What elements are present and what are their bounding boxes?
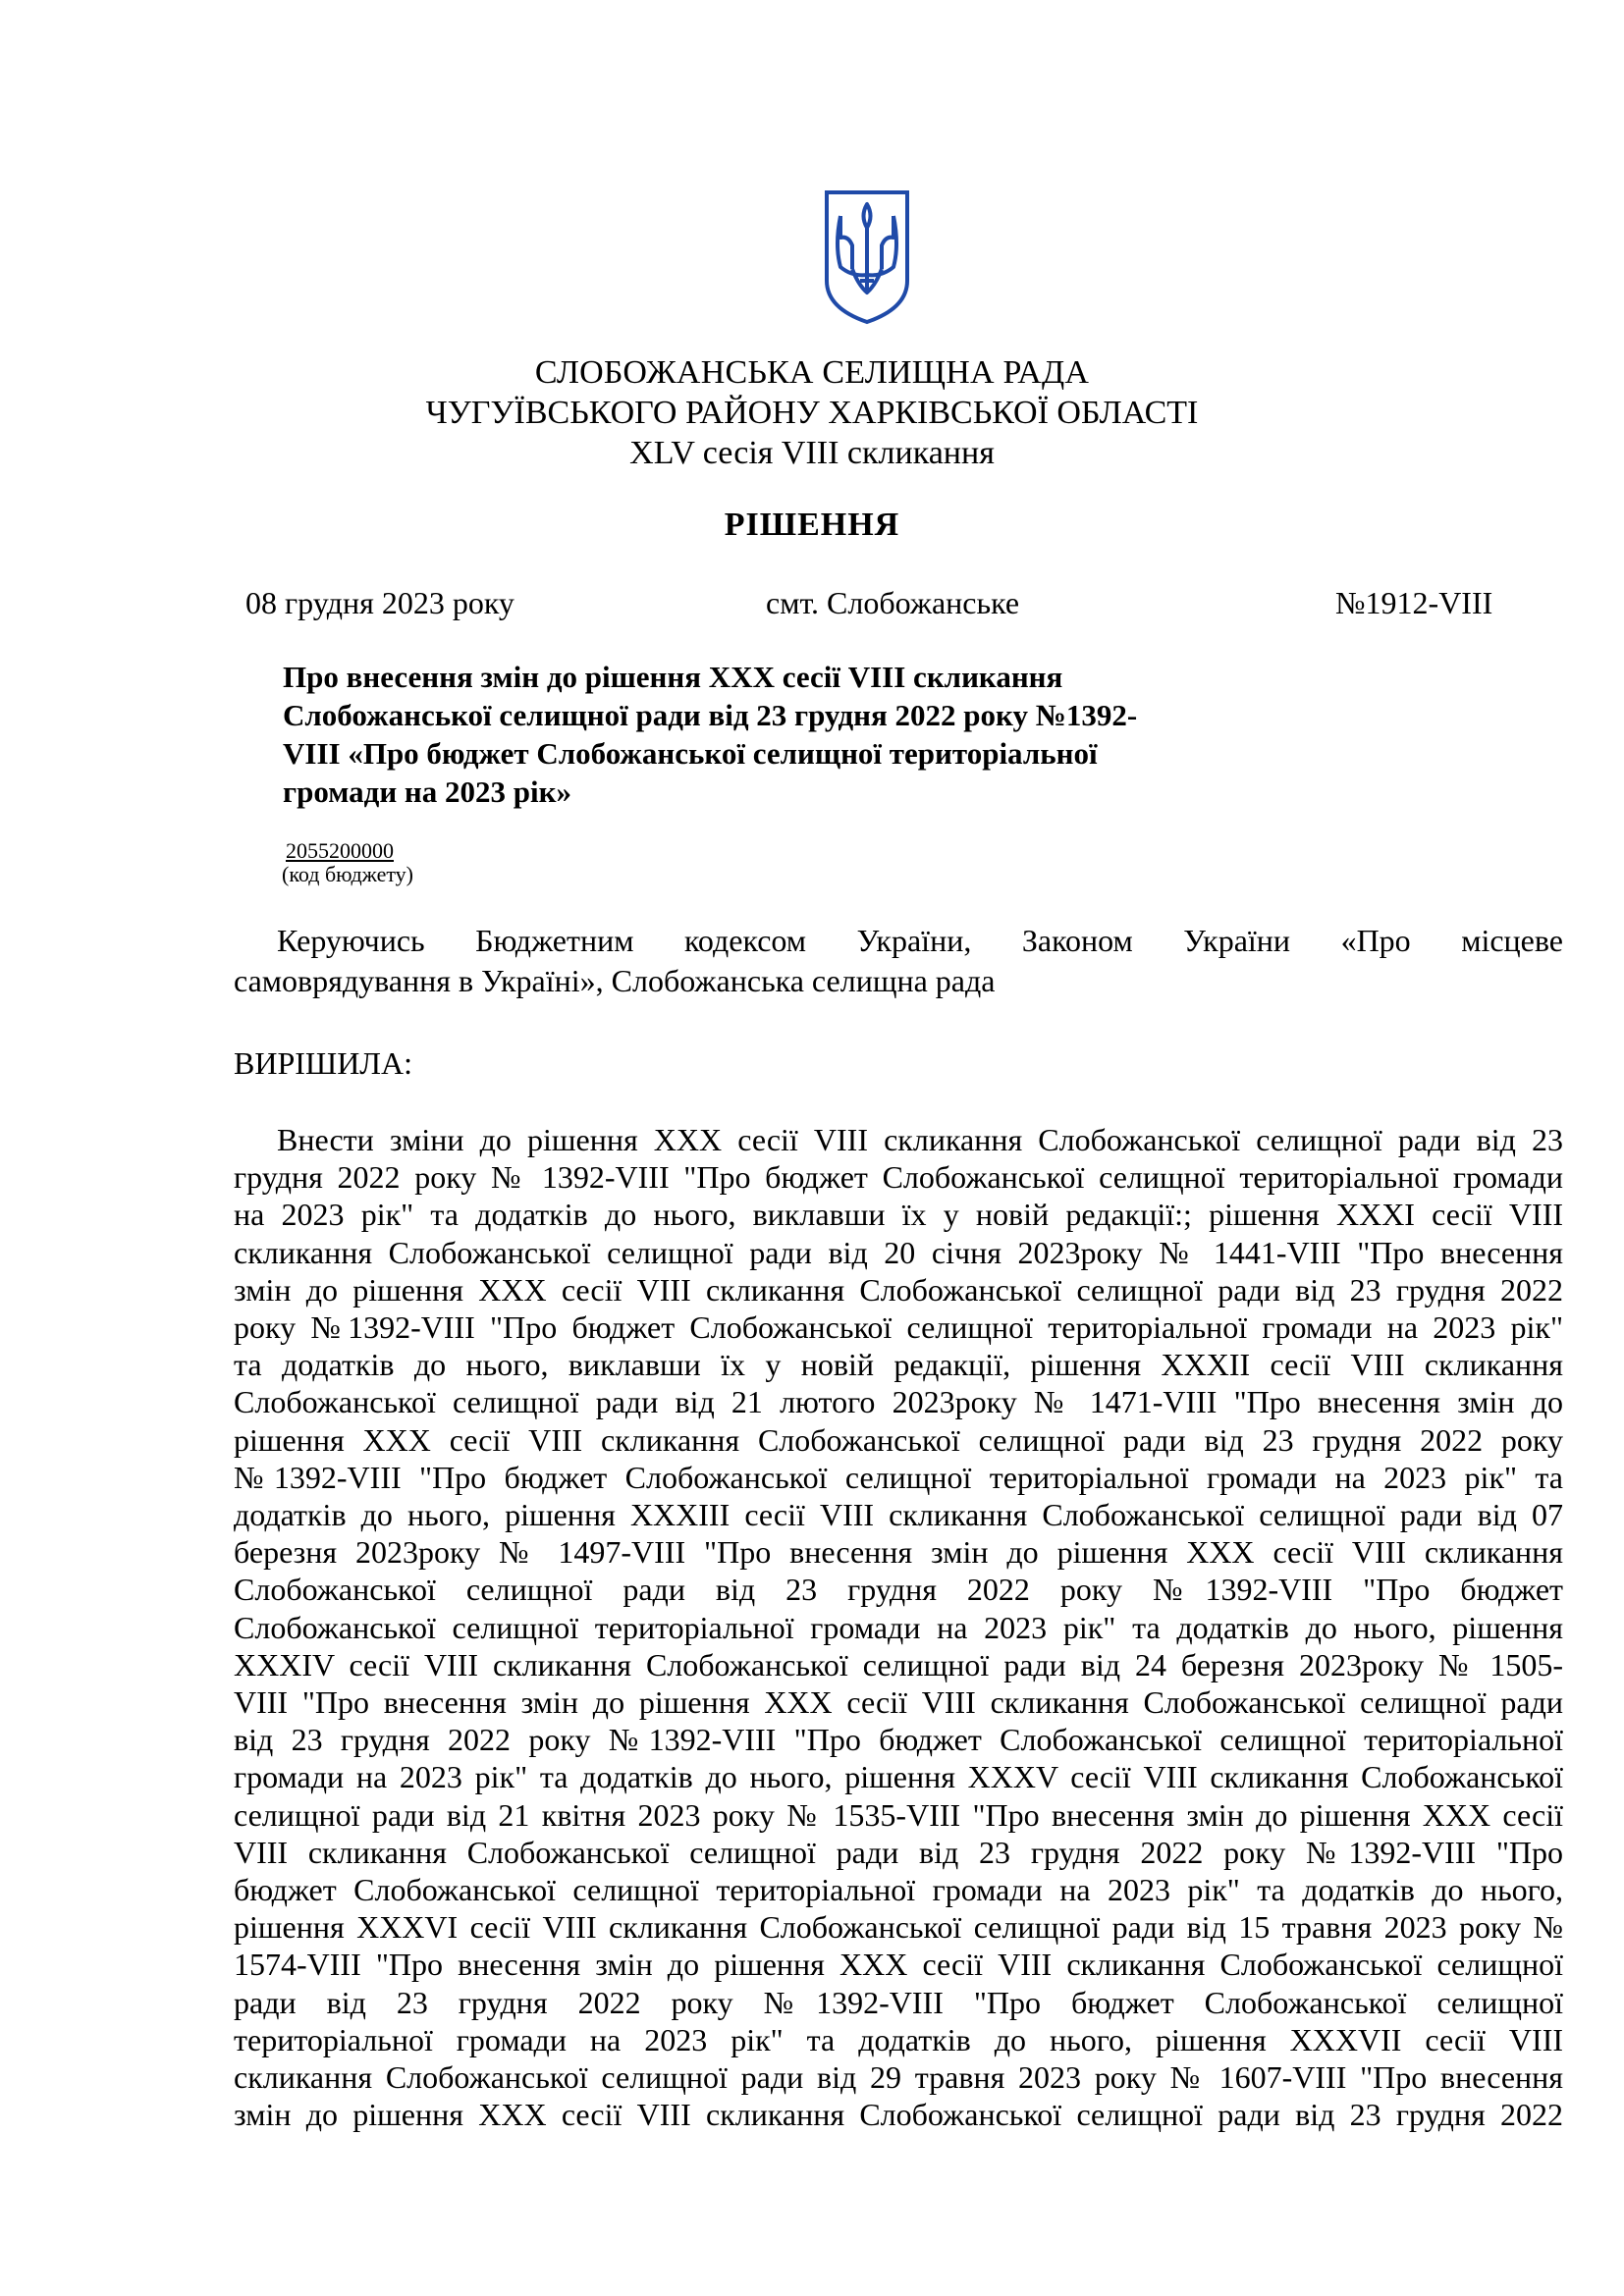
body-line: ради від 23 грудня 2022 року №1392-VIII "Про бюджет Слобожанської селищної — [234, 1984, 1563, 2020]
body-line: селищної ради від 21 квітня 2023 року № 1535-VIII "Про внесення змін до рішення ХХХ сесії — [234, 1796, 1563, 1833]
body-line: року №1392-VIII "Про бюджет Слобожанської селищної територіальної громади на 2023 рік" — [234, 1309, 1563, 1346]
body-line: змін до рішення ХХХ сесії VIII скликання Слобожанської селищної ради від 23 грудня 2022 — [234, 2097, 1563, 2133]
subject-line: Слобожанської селищної ради від 23 грудня 2022 року №1392- — [283, 698, 1138, 732]
subject-line: VIII «Про бюджет Слобожанської селищної територіальної — [283, 736, 1098, 771]
body-line: березня 2023року № 1497-VIII "Про внесення змін до рішення ХХХ сесії VIII скликання — [234, 1534, 1563, 1571]
budget-code-value: 2055200000 — [286, 838, 394, 863]
budget-code-caption: (код бюджету) — [282, 862, 413, 886]
decision-place: смт. Слобожанське — [766, 585, 1020, 620]
session-name: XLV сесія VIII скликання — [629, 435, 995, 471]
body-paragraph — [234, 1121, 1563, 2133]
coat-of-arms-trident-icon — [823, 187, 911, 326]
body-line: рішення ХХХ сесії VIII скликання Слобожанської селищної ради від 23 грудня 2022 року — [234, 1421, 1563, 1458]
document-title: РІШЕННЯ — [724, 507, 900, 543]
budget-code-block — [282, 839, 413, 886]
preamble-line: Керуючись Бюджетним кодексом України, Законом України «Про місцеве — [277, 923, 1563, 958]
body-line: 1574-VIII "Про внесення змін до рішення ХХХ сесії VIII скликання Слобожанської селищної — [234, 1947, 1563, 1983]
body-line: та додатків до нього, виклавши їх у новій редакції, рішення XXXII сесії VIII скликання — [234, 1347, 1563, 1383]
body-line: Слобожанської селищної ради від 21 лютого 2023року № 1471-VIII "Про внесення змін до — [234, 1384, 1563, 1420]
body-line: громади на 2023 рік" та додатків до нього, рішення XXXV сесії VIII скликання Слобожанської — [234, 1759, 1563, 1795]
body-line: змін до рішення ХХХ сесії VIII скликання Слобожанської селищної ради від 23 грудня 2022 — [234, 1271, 1563, 1308]
body-line: Слобожанської селищної територіальної громади на 2023 рік" та додатків до нього, рішення — [234, 1609, 1563, 1645]
decision-subject — [283, 658, 1225, 811]
preamble-line: самоврядування в Україні», Слобожанська селищна рада — [234, 963, 996, 998]
subject-line: громади на 2023 рік» — [283, 774, 572, 809]
body-line: грудня 2022 року № 1392-VIII "Про бюджет Слобожанської селищної територіальної громади — [234, 1159, 1563, 1196]
body-line: рішення XXXVI сесії VIII скликання Слобожанської селищної ради від 15 травня 2023 року № — [234, 1909, 1563, 1946]
body-line: XXXIV сесії VIII скликання Слобожанської селищної ради від 24 березня 2023року № 1505- — [234, 1646, 1563, 1682]
district-name: ЧУГУЇВСЬКОГО РАЙОНУ ХАРКІВСЬКОЇ ОБЛАСТІ — [425, 395, 1199, 431]
decision-date: 08 грудня 2023 року — [245, 585, 514, 620]
preamble-paragraph — [234, 921, 1563, 1001]
body-line: скликання Слобожанської селищної ради від 29 травня 2023 року № 1607-VIII "Про внесення — [234, 2059, 1563, 2096]
body-line: додатків до нього, рішення XXXIII сесії VIII скликання Слобожанської селищної ради від 07 — [234, 1497, 1563, 1533]
decided-heading: ВИРІШИЛА: — [234, 1045, 412, 1081]
body-line: VIII "Про внесення змін до рішення ХХХ сесії VIII скликання Слобожанської селищної ради — [234, 1684, 1563, 1721]
body-line: від 23 грудня 2022 року №1392-VIII "Про бюджет Слобожанської селищної територіальної — [234, 1722, 1563, 1758]
decision-number: №1912-VIII — [1335, 585, 1493, 620]
body-line: №1392-VIII "Про бюджет Слобожанської селищної територіальної громади на 2023 рік" та — [234, 1459, 1563, 1495]
body-line: VIII скликання Слобожанської селищної ради від 23 грудня 2022 року №1392-VIII "Про — [234, 1834, 1563, 1870]
body-line: Внести зміни до рішення ХХХ сесії VIII скликання Слобожанської селищної ради від 23 — [277, 1122, 1563, 1157]
body-line: територіальної громади на 2023 рік" та додатків до нього, рішення XXXVII сесії VIII — [234, 2021, 1563, 2057]
body-line: на 2023 рік" та додатків до нього, виклавши їх у новій редакції:; рішення XXXI сесії VIII — [234, 1197, 1563, 1233]
subject-line: Про внесення змін до рішення ХХХ сесії VIII скликання — [283, 660, 1063, 694]
council-name: СЛОБОЖАНСЬКА СЕЛИЩНА РАДА — [534, 354, 1090, 391]
body-line: бюджет Слобожанської селищної територіальної громади на 2023 рік" та додатків до нього, — [234, 1872, 1563, 1908]
body-line: Слобожанської селищної ради від 23 грудня 2022 року №1392-VIII "Про бюджет — [234, 1572, 1563, 1608]
body-line: скликання Слобожанської селищної ради від 20 січня 2023року № 1441-VIII "Про внесення — [234, 1234, 1563, 1270]
